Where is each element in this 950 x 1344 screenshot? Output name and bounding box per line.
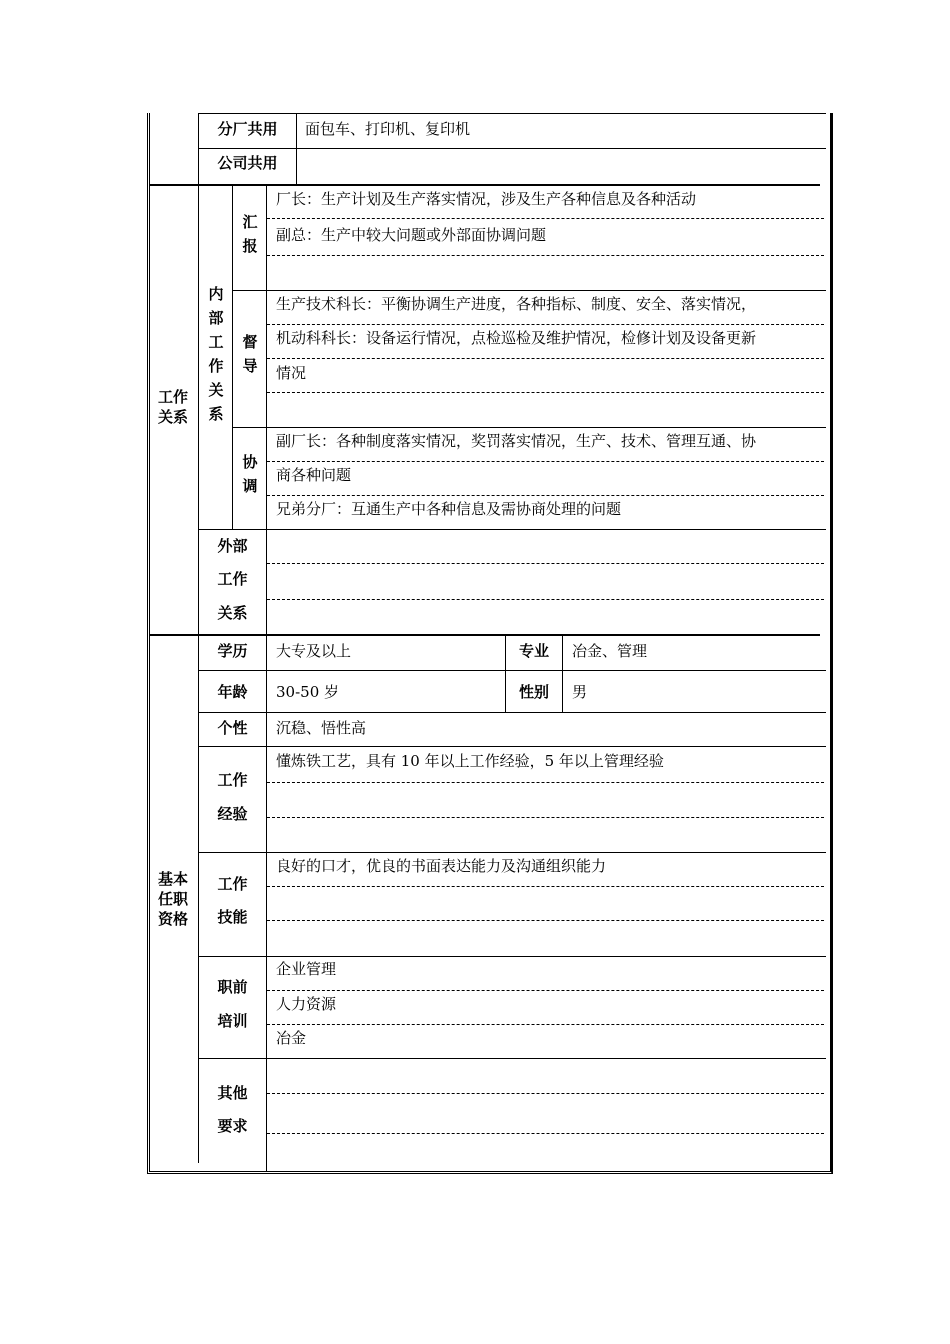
experience-label-2: 经验 xyxy=(217,805,248,823)
table-rule xyxy=(232,186,233,529)
qualifications-label: 基本任职资格 xyxy=(157,870,188,928)
other-label-2: 要求 xyxy=(217,1117,248,1135)
company-shared-label: 公司共用 xyxy=(217,154,278,172)
table-rule xyxy=(198,852,826,853)
table-rule xyxy=(198,956,826,957)
table-rule xyxy=(232,427,826,428)
dashed-rule xyxy=(267,495,824,496)
gender-value: 男 xyxy=(572,683,588,701)
report-line-1: 厂长：生产计划及生产落实情况，涉及生产各种信息及各种活动 xyxy=(276,190,697,208)
training-item-1: 企业管理 xyxy=(276,960,337,978)
table-rule xyxy=(198,712,826,713)
dashed-rule xyxy=(267,1093,824,1094)
gender-label: 性别 xyxy=(518,683,549,701)
dashed-rule xyxy=(267,358,824,359)
dashed-rule xyxy=(267,817,824,818)
dashed-rule xyxy=(267,324,824,325)
table-rule xyxy=(198,113,199,1163)
skills-label-2: 技能 xyxy=(217,908,248,926)
dashed-rule xyxy=(267,1024,824,1025)
experience-value: 懂炼铁工艺，具有 10 年以上工作经验，5 年以上管理经验 xyxy=(276,752,664,770)
dashed-rule xyxy=(267,218,824,219)
internal-relations-label: 内部工作关系 xyxy=(208,285,224,423)
personality-label: 个性 xyxy=(217,719,248,737)
coordinate-line-3: 兄弟分厂：互通生产中各种信息及需协商处理的问题 xyxy=(276,500,622,518)
report-line-2: 副总：生产中较大问题或外部面协调问题 xyxy=(276,226,547,244)
dashed-rule xyxy=(267,461,824,462)
experience-label-1: 工作 xyxy=(217,771,248,789)
coordinate-line-2: 商各种问题 xyxy=(276,466,352,484)
section-divider xyxy=(150,634,820,636)
skills-label-1: 工作 xyxy=(217,875,248,893)
other-label-1: 其他 xyxy=(217,1084,248,1102)
table-rule xyxy=(232,290,826,291)
table-rule xyxy=(296,113,297,184)
table-rule xyxy=(198,670,826,671)
training-label-2: 培训 xyxy=(217,1012,248,1030)
coordinate-line-1: 副厂长：各种制度落实情况，奖罚落实情况，生产、技术、管理互通、协 xyxy=(276,432,757,450)
work-relations-label: 工作关系 xyxy=(157,388,188,426)
age-label: 年龄 xyxy=(217,683,248,701)
dashed-rule xyxy=(267,920,824,921)
age-value: 30-50 岁 xyxy=(276,683,340,701)
table-rule xyxy=(198,1058,826,1059)
major-value: 冶金、管理 xyxy=(572,642,648,660)
table-rule xyxy=(198,746,826,747)
branch-shared-label: 分厂共用 xyxy=(217,120,278,138)
branch-shared-value: 面包车、打印机、复印机 xyxy=(305,120,471,138)
table-rule xyxy=(198,148,826,149)
external-relations-label-2: 工作 xyxy=(217,570,248,588)
training-item-2: 人力资源 xyxy=(276,995,337,1013)
dashed-rule xyxy=(267,990,824,991)
training-item-3: 冶金 xyxy=(276,1029,307,1047)
dashed-rule xyxy=(267,886,824,887)
skills-value: 良好的口才，优良的书面表达能力及沟通组织能力 xyxy=(276,857,607,875)
dashed-rule xyxy=(267,782,824,783)
section-divider xyxy=(150,184,820,186)
personality-value: 沉稳、悟性高 xyxy=(276,719,367,737)
dashed-rule xyxy=(267,563,824,564)
report-label: 汇报 xyxy=(242,213,258,255)
dashed-rule xyxy=(267,1133,824,1134)
supervise-line-1: 生产技术科长：平衡协调生产进度，各种指标、制度、安全、落实情况， xyxy=(276,295,757,313)
dashed-rule xyxy=(267,392,824,393)
supervise-label: 督导 xyxy=(242,333,258,375)
education-value: 大专及以上 xyxy=(276,642,352,660)
dashed-rule xyxy=(267,255,824,256)
major-label: 专业 xyxy=(518,642,549,660)
dashed-rule xyxy=(267,599,824,600)
table-rule xyxy=(198,529,826,530)
table-rule xyxy=(562,636,563,712)
training-label-1: 职前 xyxy=(217,978,248,996)
education-label: 学历 xyxy=(217,642,248,660)
external-relations-label-3: 关系 xyxy=(217,604,248,622)
table-rule xyxy=(198,113,826,114)
external-relations-label-1: 外部 xyxy=(217,537,248,555)
coordinate-label: 协调 xyxy=(242,453,258,495)
supervise-line-2: 机动科科长：设备运行情况，点检巡检及维护情况，检修计划及设备更新 xyxy=(276,329,757,347)
supervise-line-3: 情况 xyxy=(276,364,307,382)
